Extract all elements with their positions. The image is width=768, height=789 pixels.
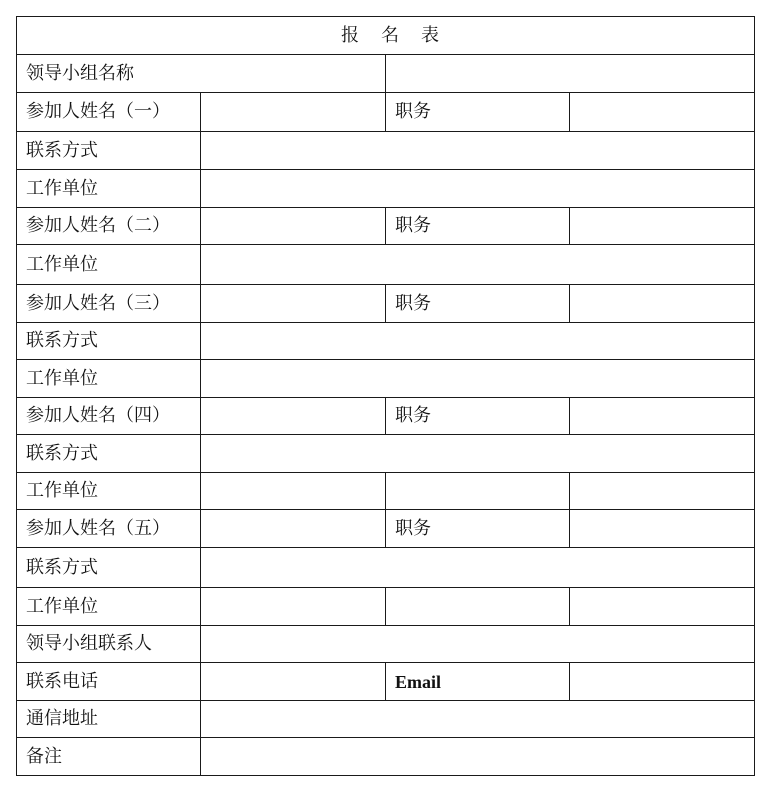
participant-5-contact-field[interactable] — [201, 548, 755, 588]
participant-1-workplace-label: 工作单位 — [17, 170, 201, 208]
table-row — [17, 360, 755, 398]
address-label: 通信地址 — [17, 701, 201, 738]
participant-4-contact-field[interactable] — [201, 435, 755, 473]
participant-3-contact-field[interactable] — [201, 323, 755, 360]
participant-2-position-field[interactable] — [570, 208, 755, 245]
participant-3-position-label: 职务 — [386, 285, 570, 323]
table-row — [17, 473, 755, 510]
participant-5-position-label: 职务 — [386, 510, 570, 548]
leader-group-name-label: 领导小组名称 — [17, 55, 386, 93]
remarks-label: 备注 — [17, 738, 201, 776]
registration-table — [16, 16, 755, 776]
table-row — [17, 132, 755, 170]
participant-1-contact-label: 联系方式 — [17, 132, 201, 170]
participant-4-workplace-extra-field-2[interactable] — [570, 473, 755, 510]
table-row — [17, 323, 755, 360]
participant-4-name-label: 参加人姓名（四） — [17, 398, 201, 435]
table-row — [17, 93, 755, 132]
table-row — [17, 663, 755, 701]
participant-1-name-label: 参加人姓名（一） — [17, 93, 201, 132]
table-row — [17, 626, 755, 663]
participant-2-workplace-field[interactable] — [201, 245, 755, 285]
table-row — [17, 208, 755, 245]
phone-field[interactable] — [201, 663, 386, 701]
leader-group-name-field[interactable] — [386, 55, 755, 93]
participant-4-workplace-label: 工作单位 — [17, 473, 201, 510]
remarks-field[interactable] — [201, 738, 755, 776]
participant-3-workplace-field[interactable] — [201, 360, 755, 398]
email-field[interactable] — [570, 663, 755, 701]
registration-form — [16, 16, 755, 776]
title-row — [17, 17, 755, 55]
participant-1-name-field[interactable] — [201, 93, 386, 132]
table-row — [17, 398, 755, 435]
participant-4-workplace-extra-field[interactable] — [386, 473, 570, 510]
participant-5-workplace-extra-field[interactable] — [386, 588, 570, 626]
participant-1-position-field[interactable] — [570, 93, 755, 132]
form-title: 报名表 — [17, 17, 755, 55]
participant-1-position-label: 职务 — [386, 93, 570, 132]
participant-2-name-field[interactable] — [201, 208, 386, 245]
participant-3-contact-label: 联系方式 — [17, 323, 201, 360]
table-row — [17, 245, 755, 285]
phone-label: 联系电话 — [17, 663, 201, 701]
table-row — [17, 548, 755, 588]
table-row — [17, 170, 755, 208]
group-contact-label: 领导小组联系人 — [17, 626, 201, 663]
table-row — [17, 588, 755, 626]
group-contact-field[interactable] — [201, 626, 755, 663]
participant-3-position-field[interactable] — [570, 285, 755, 323]
participant-2-position-label: 职务 — [386, 208, 570, 245]
participant-4-contact-label: 联系方式 — [17, 435, 201, 473]
participant-5-name-field[interactable] — [201, 510, 386, 548]
participant-4-workplace-field[interactable] — [201, 473, 386, 510]
participant-5-position-field[interactable] — [570, 510, 755, 548]
table-row — [17, 510, 755, 548]
participant-5-workplace-label: 工作单位 — [17, 588, 201, 626]
table-row — [17, 435, 755, 473]
participant-5-workplace-extra-field-2[interactable] — [570, 588, 755, 626]
email-label: Email — [386, 663, 570, 701]
participant-4-position-label: 职务 — [386, 398, 570, 435]
participant-3-name-field[interactable] — [201, 285, 386, 323]
participant-3-workplace-label: 工作单位 — [17, 360, 201, 398]
participant-5-contact-label: 联系方式 — [17, 548, 201, 588]
participant-5-workplace-field[interactable] — [201, 588, 386, 626]
participant-1-workplace-field[interactable] — [201, 170, 755, 208]
participant-5-name-label: 参加人姓名（五） — [17, 510, 201, 548]
participant-2-workplace-label: 工作单位 — [17, 245, 201, 285]
participant-3-name-label: 参加人姓名（三） — [17, 285, 201, 323]
participant-4-name-field[interactable] — [201, 398, 386, 435]
table-row — [17, 55, 755, 93]
address-field[interactable] — [201, 701, 755, 738]
table-row — [17, 738, 755, 776]
table-row — [17, 285, 755, 323]
participant-4-position-field[interactable] — [570, 398, 755, 435]
participant-2-name-label: 参加人姓名（二） — [17, 208, 201, 245]
participant-1-contact-field[interactable] — [201, 132, 755, 170]
table-row — [17, 701, 755, 738]
